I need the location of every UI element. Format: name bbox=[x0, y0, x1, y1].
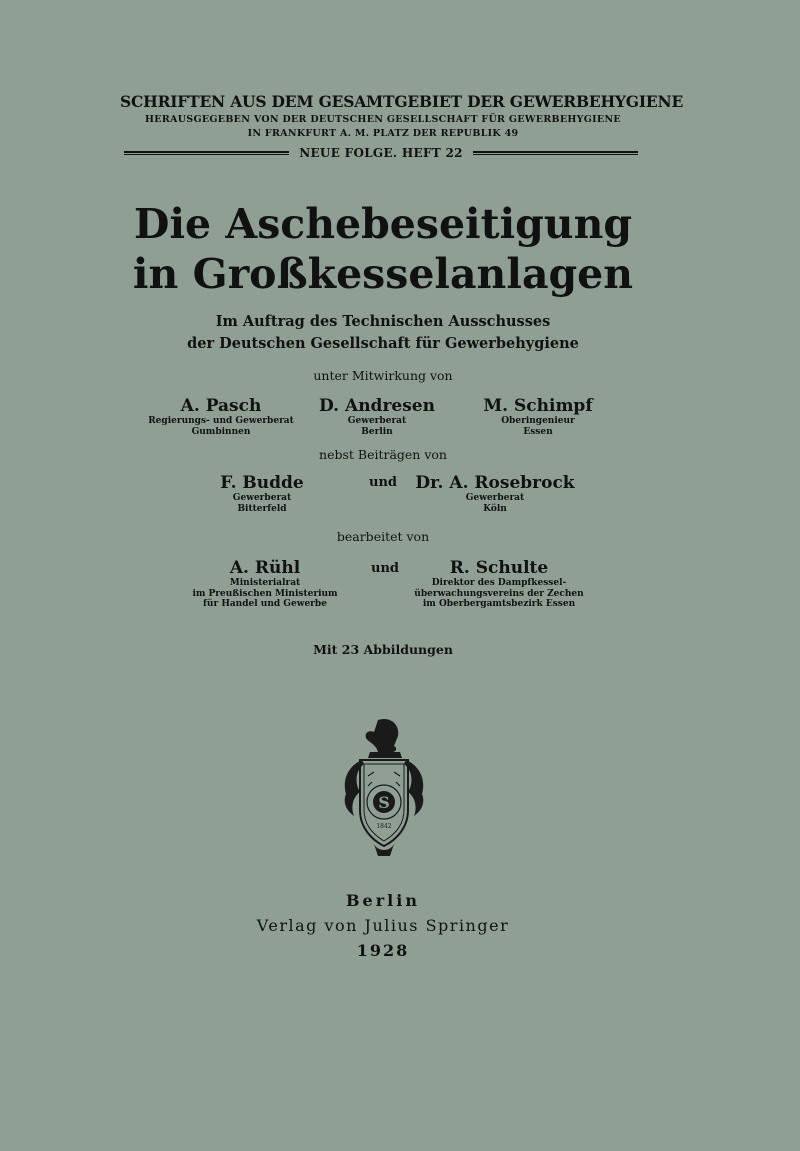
book-title-line1: Die Aschebeseitigung bbox=[133, 200, 633, 248]
collaborator-role: Oberingenieur bbox=[501, 416, 575, 426]
contributor-role: Gewerberat bbox=[232, 493, 292, 503]
collaborator-pasch bbox=[142, 396, 300, 437]
collaborator-role: Regierungs- und Gewerberat bbox=[148, 416, 294, 426]
editor-affiliation: im Oberbergamtsbezirk Essen bbox=[422, 599, 576, 609]
divider-rule-left bbox=[124, 151, 289, 155]
editor-title: Ministerialrat bbox=[229, 578, 301, 588]
series-address-line: IN FRANKFURT A. M. PLATZ DER REPUBLIK 49 bbox=[247, 128, 519, 139]
editor-schulte bbox=[412, 558, 586, 610]
editor-name: A. Rühl bbox=[229, 558, 301, 578]
series-title: SCHRIFTEN AUS DEM GESAMTGEBIET DER GEWERBEHYGIENE bbox=[120, 92, 684, 111]
contributor-place: Bitterfeld bbox=[237, 503, 287, 514]
collaborator-place: Essen bbox=[523, 426, 553, 437]
contributor-name: F. Budde bbox=[220, 473, 304, 493]
contributor-role: Gewerberat bbox=[465, 493, 525, 503]
series-issue-row bbox=[124, 144, 638, 162]
svg-text:S: S bbox=[378, 793, 390, 812]
contributor-place: Köln bbox=[483, 503, 507, 514]
series-publisher-line: HERAUSGEGEBEN VON DER DEUTSCHEN GESELLSCHAFT FÜR GEWERBEHYGIENE bbox=[145, 114, 621, 125]
svg-text:1842: 1842 bbox=[376, 823, 392, 830]
collaborator-place: Berlin bbox=[361, 426, 393, 437]
imprint-city: Berlin bbox=[346, 891, 420, 910]
imprint-year: 1928 bbox=[356, 941, 410, 960]
commission-line1: Im Auftrag des Technischen Ausschusses bbox=[215, 313, 551, 330]
divider-rule-right bbox=[473, 151, 638, 155]
collaborator-role: Gewerberat bbox=[347, 416, 407, 426]
edited-by-label: bearbeitet von bbox=[336, 529, 430, 544]
collaborator-name: M. Schimpf bbox=[483, 396, 593, 416]
and-label: und bbox=[371, 561, 399, 576]
editor-affiliation: für Handel und Gewerbe bbox=[203, 599, 327, 609]
contributor-budde bbox=[202, 473, 322, 514]
editor-affiliation: überwachungsvereins der Zechen bbox=[414, 588, 584, 599]
editor-affiliation: im Preußischen Ministerium bbox=[192, 588, 338, 599]
collaborator-schimpf bbox=[476, 396, 600, 437]
series-issue: NEUE FOLGE. HEFT 22 bbox=[299, 146, 463, 160]
editor-ruehl bbox=[168, 558, 362, 610]
commission-line2: der Deutschen Gesellschaft für Gewerbehygiene bbox=[187, 335, 579, 352]
contributor-name: Dr. A. Rosebrock bbox=[415, 473, 575, 493]
collaboration-label: unter Mitwirkung von bbox=[313, 368, 453, 383]
collaborator-name: A. Pasch bbox=[180, 396, 262, 416]
illustrations-note: Mit 23 Abbildungen bbox=[313, 642, 453, 657]
collaborator-place: Gumbinnen bbox=[191, 426, 251, 437]
springer-knight-emblem-icon bbox=[338, 716, 430, 858]
contributor-rosebrock bbox=[412, 473, 578, 514]
and-label: und bbox=[369, 475, 397, 490]
collaborator-name: D. Andresen bbox=[319, 396, 435, 416]
contributions-label: nebst Beiträgen von bbox=[319, 447, 447, 462]
editor-name: R. Schulte bbox=[449, 558, 549, 578]
editor-title: Direktor des Dampfkessel- bbox=[431, 578, 567, 588]
collaborator-andresen bbox=[306, 396, 448, 437]
book-title-line2: in Großkesselanlagen bbox=[132, 250, 634, 298]
imprint-publisher: Verlag von Julius Springer bbox=[256, 916, 510, 935]
